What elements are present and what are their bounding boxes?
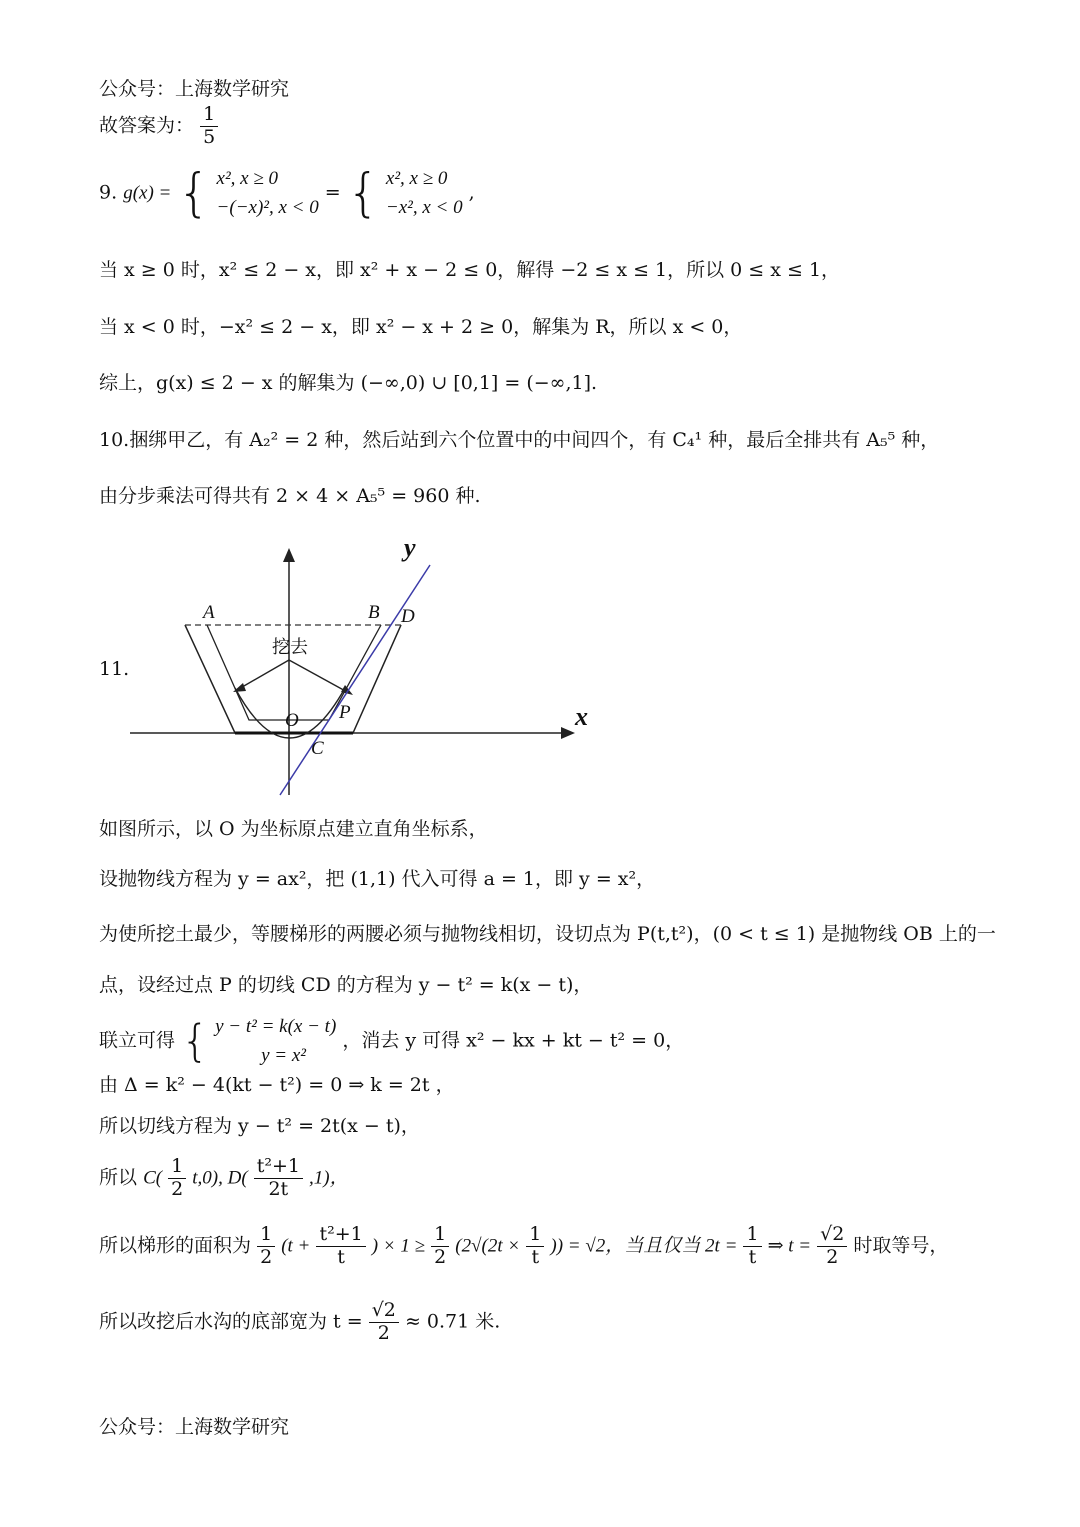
x-axis-arrow-icon: [561, 727, 575, 739]
q11-l8-frac2-den: 2t: [268, 1177, 289, 1200]
page-footer: 公众号：上海数学研究: [99, 1416, 290, 1438]
q11-l10-frac: [369, 1300, 399, 1345]
q11-l5-post: ，消去 y 可得 x² − kx + kt − t² = 0，: [342, 1029, 685, 1052]
q9-definition: [99, 164, 475, 223]
q11-system: [215, 1012, 336, 1071]
q11-line5: [99, 1012, 684, 1071]
q11-line10: [99, 1300, 500, 1345]
q11-l9-half2-den: 2: [434, 1245, 447, 1268]
x-label: x: [575, 702, 588, 731]
q11-l8-c: C(: [143, 1167, 163, 1189]
q9-func: g(x) =: [123, 182, 172, 204]
point-d: D: [401, 606, 415, 627]
q11-l9-f3-num: 1: [526, 1224, 544, 1247]
q11-l9-f3-den: t: [531, 1245, 540, 1268]
q9-case1: x², x ≥ 0: [216, 168, 279, 189]
point-c: C: [311, 738, 324, 759]
q9-case3: x², x ≥ 0: [385, 168, 448, 189]
q11-l8-frac2: [254, 1156, 303, 1201]
q11-l9-f4: [743, 1224, 761, 1269]
q11-l9-f3: [526, 1224, 544, 1269]
q11-l8-frac1-num: 1: [168, 1156, 186, 1179]
q11-l9-mid3: (2√(2t ×: [455, 1235, 521, 1257]
y-axis-arrow-icon: [283, 548, 295, 562]
q11-l9-f4-den: t: [748, 1245, 757, 1268]
q8-den: 5: [203, 125, 216, 148]
q11-l9-mid1: (t +: [281, 1235, 311, 1257]
q11-label: 11.: [99, 658, 130, 680]
q11-l9-mid4: )) = √2，当且仅当 2t =: [550, 1235, 738, 1257]
q11-line2: 设抛物线方程为 y = ax²，把 (1,1) 代入可得 a = 1，即 y = x²，: [99, 868, 656, 890]
q11-sys1: y − t² = k(x − t): [215, 1016, 337, 1037]
q11-l9-f2-den: t: [337, 1245, 345, 1268]
q8-num: 1: [200, 104, 218, 127]
q11-l8-frac2-num: t²+1: [254, 1156, 303, 1179]
dig-label: 挖去: [272, 637, 308, 658]
trapezoid-parabola-figure: [125, 540, 605, 805]
q9-cases-right: [386, 164, 463, 223]
q11-line7: 所以切线方程为 y − t² = 2t(x − t)，: [99, 1115, 420, 1137]
q11-l9-half2-num: 1: [431, 1224, 449, 1247]
q11-l9-f2-num: t²+1: [316, 1224, 365, 1247]
point-a: A: [203, 602, 215, 623]
q8-fraction: [200, 104, 218, 149]
q11-sys2: y = x²: [261, 1045, 306, 1067]
q8-answer: [99, 104, 218, 149]
arrow-left: [237, 660, 289, 690]
q11-l9-pre: 所以梯形的面积为: [99, 1234, 252, 1257]
point-b: B: [368, 602, 380, 623]
q11-line4: 点，设经过点 P 的切线 CD 的方程为 y − t² = k(x − t)，: [99, 974, 593, 996]
q11-line9: [99, 1224, 948, 1269]
q11-l8-cpost: t,0), D(: [192, 1167, 248, 1189]
q9-label: 9.: [99, 181, 118, 204]
q9-case4: −x², x < 0: [385, 197, 463, 219]
q11-l10-den: 2: [377, 1321, 390, 1344]
q11-l8-dpost: ,1)，: [309, 1167, 349, 1189]
q11-l10-pre: 所以改挖后水沟的底部宽为 t =: [99, 1310, 363, 1333]
q11-l10-post: ≈ 0.71 米.: [404, 1310, 501, 1333]
q11-l9-half2: [431, 1224, 449, 1269]
arrow-right: [289, 660, 349, 693]
q10-line2: 由分步乘法可得共有 2 × 4 × A₅⁵ = 960 种.: [99, 485, 481, 507]
left-brace-icon: {: [346, 163, 380, 224]
q11-l9-f4-num: 1: [743, 1224, 761, 1247]
q9-eq: =: [324, 181, 341, 204]
q9-cases-left: [217, 164, 319, 223]
q11-l9-mid5: ⇒ t =: [767, 1235, 812, 1257]
left-brace-icon: {: [181, 1015, 210, 1067]
q11-line1: 如图所示，以 O 为坐标原点建立直角坐标系，: [99, 818, 488, 840]
q11-l8-frac1-den: 2: [171, 1177, 184, 1200]
q11-l5-pre: 联立可得: [99, 1029, 176, 1052]
q11-l9-end: 时取等号，: [853, 1234, 949, 1257]
q11-line3: 为使所挖土最少，等腰梯形的两腰必须与抛物线相切，设切点为 P(t,t²)，(0 < t ≤ 1) 是抛物线 OB 上的一: [99, 923, 996, 945]
q9-line2: 当 x < 0 时，−x² ≤ 2 − x，即 x² − x + 2 ≥ 0，解集为 R，所以 x < 0，: [99, 316, 743, 338]
q11-l8-frac1: [168, 1156, 186, 1201]
q9-line1: 当 x ≥ 0 时，x² ≤ 2 − x，即 x² + x − 2 ≤ 0，解得 −2 ≤ x ≤ 1，所以 0 ≤ x ≤ 1，: [99, 259, 841, 281]
q11-l9-half1: [257, 1224, 275, 1269]
q11-l9-half1-den: 2: [260, 1245, 273, 1268]
q11-line6: 由 Δ = k² − 4(kt − t²) = 0 ⇒ k = 2t ，: [99, 1074, 455, 1096]
point-o: O: [285, 710, 299, 731]
q11-l8-pre: 所以: [99, 1166, 138, 1189]
q9-comma: ,: [468, 181, 475, 204]
q11-l10-num: √2: [369, 1300, 399, 1323]
y-label: y: [404, 540, 416, 562]
q11-l9-f2: [316, 1224, 365, 1269]
point-p: P: [339, 702, 351, 723]
q11-l9-f5-num: √2: [817, 1224, 847, 1247]
q11-l9-f5: [817, 1224, 847, 1269]
q9-case2: −(−x)², x < 0: [216, 197, 319, 219]
q8-answer-prefix: 故答案为：: [99, 114, 195, 137]
q9-line3: 综上，g(x) ≤ 2 − x 的解集为 (−∞,0) ∪ [0,1] = (−∞,1].: [99, 372, 598, 394]
q11-l9-mid2: ) × 1 ≥: [371, 1235, 426, 1257]
q11-l9-half1-num: 1: [257, 1224, 275, 1247]
q11-l9-f5-den: 2: [826, 1245, 839, 1268]
page-header: 公众号：上海数学研究: [99, 78, 290, 100]
tangent-line-cd: [280, 565, 430, 795]
q11-line8: [99, 1156, 349, 1201]
q10-line1: 10.捆绑甲乙，有 A₂² = 2 种，然后站到六个位置中的中间四个，有 C₄¹ 种，最后全排共有 A₅⁵ 种，: [99, 429, 940, 451]
left-brace-icon: {: [177, 163, 211, 224]
